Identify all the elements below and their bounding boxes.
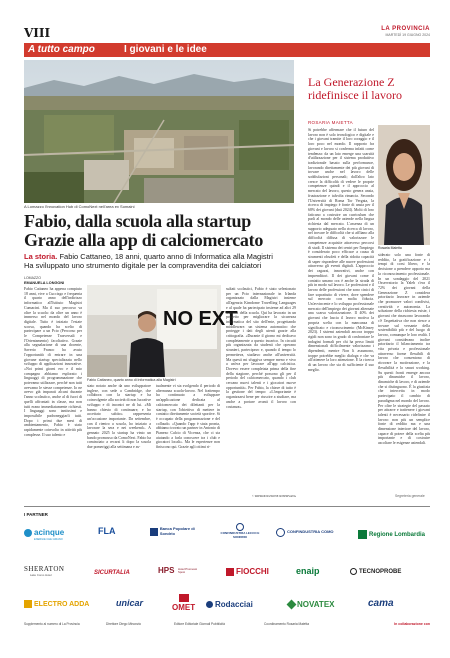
rodacciai-logo-icon bbox=[206, 601, 213, 608]
article-column-3: tualmente vi sta svolgendo il periodo di alternanza scuola-lavoro. Nel frattempo ha continuato a sviluppare un'applicazione dedicata al calciomercato dei dilettanti per la startup, con l'obiettivo di mettere in contatto direttamente società sportive. Si è occupato della programmazione e del collaudo. «Quando l'app è stata pronta, abbiamo trovato un partner in Antonio di Pianezo Calcio di Vicenza, che ci sta aiutando a farla conoscere tra i club e giocatori locali». Ma le esperienze non finiscono qui. Grazie agli ottimi ri- bbox=[156, 384, 220, 450]
page-footer bbox=[24, 622, 430, 632]
confindustria-como-logo-icon bbox=[276, 528, 285, 537]
partner-logo-enaip: enaip bbox=[296, 566, 320, 576]
fiocchi-logo-icon bbox=[226, 568, 234, 576]
footer-coordinator: Coordinamento Rosaria Maietta bbox=[264, 622, 310, 626]
section-divider bbox=[24, 506, 430, 507]
footer-supplement: Supplemento al numero di La Provincia bbox=[24, 622, 80, 626]
headline-line-1: Fabio, dalla scuola alla startup bbox=[24, 211, 251, 231]
acinque-logo-icon bbox=[24, 529, 32, 537]
partner-logo-sheraton: SHERATON bbox=[24, 565, 65, 573]
partner-logo-confindustria-lecco: CONFINDUSTRIA LECCO E SONDRIO bbox=[218, 523, 262, 539]
partner-logo-regione-lombardia: Regione Lombardia bbox=[358, 530, 425, 539]
article-column-2: stato notato anche da uno sviluppatore inglese, con sede a Cambridge, che collabora con la startup e ha coinvolgente alla società di non lucrative sviluppo e di incontri ne di lui. «Mi hanno chiesto di continuare, e ho accettato subito» rappresenta un'occasione importante. Da settembre, con il rientro a scuola, ho iniziato a lavorare la sera e nei weekend». A gennaio 2025 la startup ha vinto un bando promosso da ComoNext. Fabio ha cominciato a recarsi li dopo la scuola due pomeriggi alla settimana e as- bbox=[87, 384, 151, 450]
portrait-caption: Rosaria Maietta bbox=[378, 246, 402, 250]
partner-logo-hps: HPS bbox=[158, 566, 175, 575]
byline-author: EMANUELA LONGONI bbox=[24, 281, 65, 285]
partner-logo-sicurtalia: SICURTALIA bbox=[94, 570, 130, 576]
bps-logo-icon bbox=[150, 528, 158, 536]
article-column-1: Fabio Cattaneo ha appena compiuto 18 anni, vive a Cuccisgo e frequenta il quarto anno dell'indirizzo informatico all'Istituto Magistri Cumacini. Ma il suo percorso va oltre la scuola: da oltre un anno è immerso nel mondo del lavoro digitale. Tutto è iniziato l'estate scorsa, quando ha scelto di partecipare a un Pcto (Percorso per le Competenze Trasversali e l'Orientamento) facoltativo. Grazie alla segnalazione di una docente, Saverio Franco ha avuto l'opportunità di entrare in una giovane startup specializzata nello sviluppo di applicazioni innovative. «Noi primi giorni ero e il mio compagno abbiamo esplorato i linguaggi di programmazione che potevamo utilizzare, perché non tutti avevamo le stesse competenze. Io ne avevo già imparati alcuni durante l'anno scolastico, anche al di fuori di quelli affrontati in classe, ma non tutti erano immediatamente richiesti. I linguaggi sono tantissimi e impossibile padroneggiarli tutti. Dopo i primi due mesi di ambientamento, Fabio è stato rapidamente coinvolto in attività più complesse. Il suo talento e bbox=[24, 287, 82, 437]
partner-logo-tecnoprobe: TECNOPROBE bbox=[350, 568, 401, 575]
partner-logo-fiocchi: FIOCCHI bbox=[226, 567, 269, 576]
footer-publisher: Editore Editoriale Giornali Pubblicità bbox=[174, 622, 225, 626]
regione-lombardia-logo-icon bbox=[358, 530, 367, 539]
side-article-title: La Generazione Z ridefinisce il lavoro bbox=[308, 75, 402, 102]
section-label: A tutto campo bbox=[28, 44, 95, 55]
newspaper-date: MARTEDÌ 19 GIUGNO 2024 bbox=[385, 33, 430, 37]
byline-location: LOMAZZO bbox=[24, 276, 41, 280]
student-photo-caption: Fabio Cattaneo, quarto anno di Informatica alla Magistri bbox=[87, 378, 176, 382]
side-article-signature: Segreteria generale bbox=[395, 494, 425, 498]
novatex-logo-icon bbox=[287, 600, 297, 610]
omet-logo-icon bbox=[179, 594, 189, 602]
partner-logo-fla: FLA bbox=[98, 526, 116, 536]
page-number: VIII bbox=[24, 26, 51, 40]
deck-text: Fabio Cattaneo, 18 anni, quarto anno di Informatica alla Magistri bbox=[59, 252, 273, 261]
partner-logo-electro-adda: ELECTRO ADDA bbox=[24, 600, 89, 608]
partner-logo-acinque: acinque bbox=[24, 528, 64, 537]
partner-logo-sheraton-sub: Lake Como Hotel bbox=[30, 573, 52, 577]
partner-logo-unicar: unicar bbox=[116, 598, 144, 608]
section-topic: I giovani e le idee bbox=[124, 44, 207, 55]
page-header bbox=[24, 26, 430, 40]
partners-heading: I PARTNER bbox=[24, 512, 48, 517]
headline-line-2: Grazie alla app di calciomercato bbox=[24, 230, 264, 250]
photo-caption: A Lomazzo l'innovation Hub di ComoNext nell'area ex Somaini bbox=[24, 204, 135, 209]
footer-director: Direttore Diego Minonzio bbox=[106, 622, 142, 626]
partner-logo-confindustria-como: CONFINDUSTRIA COMO bbox=[276, 528, 336, 537]
side-column-1: Si potrebbe affermare che il futuro del lavoro non è solo tecnologico e digitale e che i giovani tramite il loro coraggio e il loro poco nel mondo. Il rapporto fra giovani e lavoro si conferma infatti come tendenza: da un lato emerge una scarsità d'utilizzazione per il sistema produttivo tradizionale basato sulla performance, lavorando direttamente dei più giovani di trovare anche nel lavoro delle soddisfazioni personali; dall'altro lato cresce la difficoltà di vedere le proprie competenze quindi e il approccio al mercato del lavoro, questo genera ansia, frustrazione e talvolta rinuncia. Secondo l'Università di Roma Tor Vergata, la ricerca di impiego è fonte di ansia per il 68% dei giovani (dati 2024). Molti di loro faticano a costruire un curriculum che parli al mondo delle aziende nella lingua richiesta dal mercato. L'assenza di un supporto adeguato nella ricerca di lavoro, nel trovare le difficoltà che si affliano alla difficoltà diffusa di valorizzare le competenze acquisite attraverso percorsi di studi. Il sistema dei centri per l'impiego è considerato poco efficace a causa di strumenti obsoleti e della ridotta capacità di saper rispondere alle nuove professioni attraverso gli eventi digitali. L'approccio dei ragazzi, innovativi, anche con imprenditori. Il dei giovani come il contatto umano ora è anche la strada di più in modo sul lavoro. Le professioni e il lavoro delle professioni che sono cinici di fare soprattutto di vivere, dove spendere sul mercato con molta fiducia. Un'avvincente e lo sviluppo professionale mercato dell'impiego dei giovani alternate una scarsa valorizzazione. Il 40% dei giovani che lascia il lavoro motiva la propria scelta con la mancanza di significato e riconoscimento (McKinsey 2023). I sistemi aziendali ancora troppo rigidi non sono in grado di confrontare le indagini formali per chi ha perso limiti dimensionali difficilmente valorizzano i dipendenti, mentre Non li assumono, troppe potrebbe meglio dialoga e che va all'ottenere la loro attenzione. E la ricerca di un lavoro che sia di sufficiente il suo meglio. bbox=[308, 128, 374, 372]
electro-adda-logo-icon bbox=[24, 600, 32, 608]
aerial-photo bbox=[24, 60, 294, 203]
side-article-author: ROSARIA MAIETTA bbox=[308, 120, 353, 125]
sign-text: NO EXT bbox=[163, 308, 238, 330]
footer-collaboration: In collaborazione con bbox=[394, 622, 430, 626]
article-column-4: sultati scolastici, Fabio è stato selezionato per un Pcto internazionale in Irlanda organizzato dalla Magistri insieme all'agenzia Kimdome Travelling Languages e al quale ha partecipato insieme ad altri 29 studenti della scuola. Qui ha lavorato in un progetto per migliorare la sicurezza informatica del sito dell'ente, progettando middleware. un sistema automatico che protegge i dati degli utenti grazie alla crittografia. «Durante il giorno mi dedicavo completamente a questo incarico. In circuiti più organizzata da studenti che operano stranieri, partecipavo e, quando il tempo lo permetteva, studiavo anche all'università. Ma questi mi sfuggiva sempre meno e vivo a un'era per lavorare all'app calcistica. Dovevo essere completata prima della fine della stagione, perché possono gli per il periodo del calciomercato, quando i club cercano nuovi talenti e i giocatori nuove opportunità». Per Fabio, la chiave di tutto è la gestione del tempo: «L'importante è organizzarsi bene per riuscire a studiare, ma anche a portare avanti il lavoro con costanza». bbox=[226, 287, 296, 409]
partner-logo-acinque-sub: ENERGIE CHE GIRANO bbox=[34, 538, 63, 541]
partner-logo-cama: cama bbox=[368, 598, 394, 609]
deck bbox=[24, 252, 304, 270]
partner-logo-hps-sub: Hotel Promessi Sposi bbox=[178, 567, 197, 575]
partner-logo-bps: Banca Popolare di Sondrio bbox=[150, 527, 210, 536]
partner-logo-rodacciai: Rodacciai bbox=[206, 600, 253, 609]
tecnoprobe-logo-icon bbox=[350, 568, 357, 575]
partner-logo-novatex: NOVATEX bbox=[288, 600, 334, 609]
deck-line-2: Ha sviluppato uno strumento digitale per la compravendita dei calciatori bbox=[24, 261, 262, 270]
partner-logo-omet: OMET bbox=[172, 594, 195, 612]
side-column-2: siderato solo una fonte di reddito, la gratificazione e i tempi di corsi libero, e la decisione a prendere apporto ma la riconoscimento professionale. In un sondaggio del 2021 Osservatorio la Yaleb c'era il 72% dei giovani della Generazione Z considera prioritario lavorare in aziende che promuove valori condivisi, creatività e autonomia. La soluzione della richiesta esiste, i giovani che rinascono lavorando c'è l'aspettativa che non riesce a trovare sul versante della sostenibilità più e del luogo di lavoro, comunque le loro realtà. I giovani considerano inoltre prioritario il bilanciamento tra vita privata e professionale attraverso forme flessibili di lavoro che consentono di ritrovare la motivazione, e la flessibilità e lo smart working. Su questi fronti emerge ancora più dinamiche il lavoro, dinamiche di lavoro, e di aziende che si distinguono. È la giustizia che intercetta in modo partecipato il cambio di paradigma nel mondo del lavoro. Per oltre le strategie del passato per attrarre e trattenere i giovani talenti è necessario ridefinire il lavoro: non più un semplice fonte di reddito ma e una dimensione interiore del lavoro, capace di potere della scelta più importante e di costruire ascoltare le esigenze aziendali. bbox=[378, 253, 430, 446]
author-portrait bbox=[378, 125, 430, 245]
student-photo bbox=[87, 285, 238, 377]
headline bbox=[24, 212, 304, 250]
deck-lead: La storia. bbox=[24, 252, 58, 261]
copyright-note: © RIPRODUZIONE RISERVATA bbox=[251, 494, 296, 498]
newspaper-name: LA PROVINCIA bbox=[381, 26, 430, 32]
confindustria-lecco-logo-icon bbox=[236, 523, 244, 531]
section-bar bbox=[24, 43, 430, 57]
